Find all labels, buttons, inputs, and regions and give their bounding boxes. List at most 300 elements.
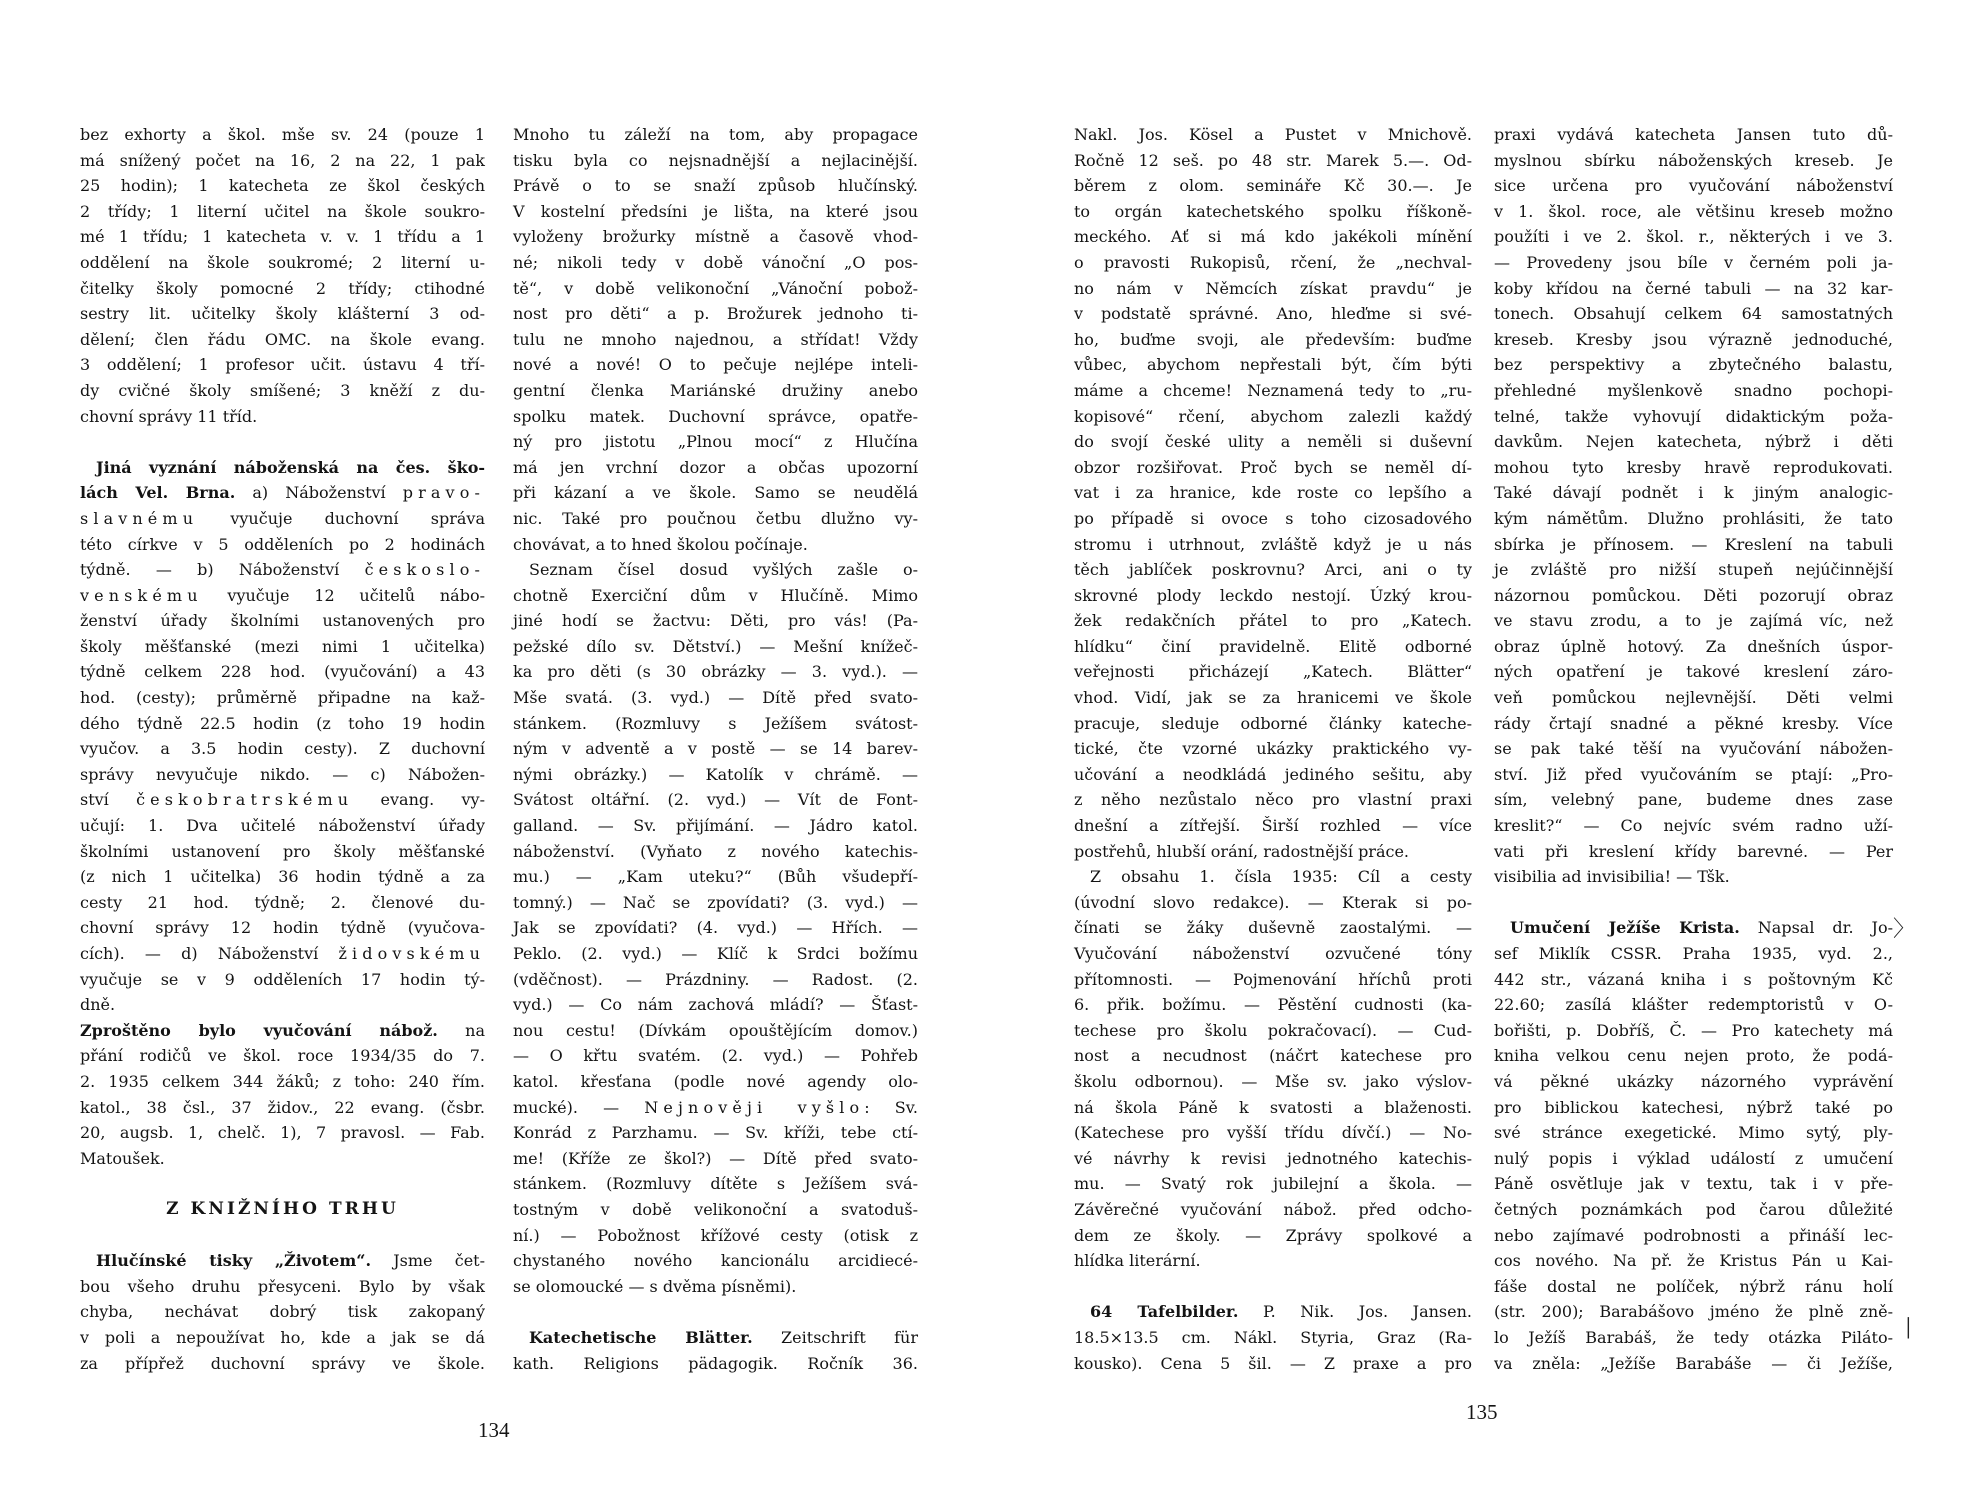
text-line — [80, 455, 485, 481]
text-run: Právě o to se snaží způsob hlučínský. — [513, 176, 918, 196]
text-line — [1074, 736, 1472, 762]
text-line — [1494, 1095, 1893, 1121]
text-run: školními ustanovení pro školy měšťanské — [80, 841, 485, 861]
text-line — [513, 1018, 918, 1044]
text-line — [513, 1171, 918, 1197]
text-line — [80, 762, 485, 788]
text-line — [513, 1120, 918, 1146]
text-line — [1494, 557, 1893, 583]
text-run: vyučov. a 3.5 hodin cesty). Z duchovní — [80, 739, 485, 759]
text-line — [1074, 250, 1472, 276]
text-run: Nakl. Jos. Kösel a Pustet v Mnichově. — [1074, 125, 1472, 144]
text-run: Zeitschrift für — [752, 1327, 918, 1347]
text-run: sef Miklík CSSR. Praha 1935, vyd. 2., — [1494, 944, 1893, 963]
text-line — [513, 1248, 918, 1274]
text-line — [1494, 992, 1893, 1018]
text-line — [1074, 148, 1472, 174]
text-run: davkům. Nejen katecheta, nýbrž i děti — [1494, 432, 1893, 452]
text-line — [1074, 429, 1472, 455]
text-run: Z obsahu 1. čísla 1935: Cíl a cesty — [1090, 867, 1472, 887]
text-run: má snížený počet na 16, 2 na 22, 1 pak — [80, 150, 485, 170]
text-run: P. Nik. Jos. Jansen. — [1238, 1302, 1472, 1322]
text-line — [1494, 1018, 1893, 1044]
paragraph-spacer — [80, 1171, 485, 1197]
text-line — [80, 1120, 485, 1146]
text-run: na — [437, 1020, 486, 1040]
text-line — [513, 1069, 918, 1095]
text-line — [513, 224, 918, 250]
text-run: kreseb. Kresby jsou výrazně jednoduché, — [1494, 329, 1893, 349]
text-run: z něho nezůstalo něco pro vlastní praxi — [1074, 790, 1472, 810]
text-run: dně. — [80, 995, 116, 1015]
text-line — [513, 1146, 918, 1172]
text-run: vyučuje se v 9 odděleních 17 hodin tý- — [80, 969, 485, 989]
text-line — [80, 583, 485, 609]
text-run: vati při kreslení křídy barevné. — Per — [1494, 841, 1893, 861]
text-run: se pak také těší na vyučování nábožen- — [1494, 739, 1893, 759]
text-run: hod. (cesty); průměrně připadne na kaž- — [80, 688, 485, 708]
paragraph-spacer — [513, 1299, 918, 1325]
text-line — [80, 915, 485, 941]
text-run: (úvodní slovo redakce). — Kterak si po- — [1074, 892, 1472, 912]
text-line — [513, 506, 918, 532]
text-run: 25 hodin); 1 katecheta ze škol českých — [80, 176, 485, 196]
text-run: týdně. — b) Náboženství — [80, 560, 365, 580]
text-line — [1074, 276, 1472, 302]
text-run: ná škola Páně k svatosti a blaženosti. — [1074, 1097, 1472, 1117]
text-line — [1494, 941, 1893, 967]
paragraph — [1074, 1299, 1472, 1376]
text-line — [1074, 455, 1472, 481]
text-run: správy nevyučuje nikdo. — c) Nábožen- — [80, 764, 485, 784]
text-line — [1494, 1299, 1893, 1325]
paragraph — [80, 455, 485, 1018]
text-line — [513, 173, 918, 199]
text-line — [1494, 1351, 1893, 1377]
text-run: nými obrázky.) — Katolík v chrámě. — — [513, 764, 918, 784]
text-line — [513, 890, 918, 916]
paragraph — [80, 122, 485, 429]
text-line — [513, 1197, 918, 1223]
text-line — [1074, 1197, 1472, 1223]
text-run: bou všeho druhu přesyceni. Bylo by však — [80, 1276, 485, 1296]
text-line — [1494, 378, 1893, 404]
text-line — [1074, 1043, 1472, 1069]
text-run: nulý popis i výklad událostí z umučení — [1494, 1148, 1893, 1168]
text-line — [1074, 608, 1472, 634]
text-line — [80, 736, 485, 762]
text-run: máme a chceme! Neznamená tedy to „ru- — [1074, 380, 1472, 400]
text-run: tě“, v době velikonoční „Vánoční pobož- — [513, 278, 918, 298]
text-run: Také dávají podnět i k jiným analogic- — [1494, 483, 1893, 503]
text-line — [1494, 1171, 1893, 1197]
text-run: tisku byla co nejsnadnější a nejlacinější. — [513, 150, 918, 170]
text-run: přehledné myšlenkově snadno pochopi- — [1494, 380, 1893, 400]
text-line — [513, 122, 918, 148]
text-run: (str. 200); Barabášovo jméno že plně zně- — [1494, 1302, 1893, 1322]
text-line — [513, 992, 918, 1018]
text-line — [80, 1351, 485, 1377]
text-run: meckého. Ať si má kdo jakékoli mínění — [1074, 227, 1472, 247]
spaced-text: pravo- — [402, 483, 485, 503]
text-line — [1074, 685, 1472, 711]
bold-text: Hlučínské tisky „Životem“. — [96, 1251, 372, 1271]
text-line — [1494, 327, 1893, 353]
text-run: no nám v Němcích získat pravdu“ je — [1074, 278, 1472, 298]
text-line — [1494, 762, 1893, 788]
text-line — [1494, 480, 1893, 506]
text-run: učují: 1. Dva učitelé náboženství úřady — [80, 816, 485, 836]
text-run: ve stavu zrodu, a to je zajímá víc, než — [1494, 611, 1893, 631]
text-line — [513, 276, 918, 302]
text-run: (vděčnost). — Prázdniny. — Radost. (2. — [513, 969, 918, 989]
text-run: vyd.) — Co nám zachová mládí? — Šťast- — [513, 995, 918, 1015]
margin-bracket-mark: 〉 — [1893, 917, 1916, 942]
text-line — [1494, 967, 1893, 993]
paragraph — [1074, 864, 1472, 1274]
text-line — [513, 583, 918, 609]
text-line — [513, 736, 918, 762]
text-line — [1494, 173, 1893, 199]
text-line — [513, 148, 918, 174]
text-run: hlídku“ činí pravidelně. Elitě odborné — [1074, 636, 1472, 656]
paragraph-spacer — [80, 429, 485, 455]
text-run: nic. Také pro poučnou četbu dlužno vy- — [513, 508, 918, 528]
text-run: hlídka literární. — [1074, 1251, 1201, 1271]
text-run: cesty 21 hod. týdně; 2. členové du- — [80, 892, 485, 912]
text-run: do svojí české ulity a neměli si duševní — [1074, 432, 1472, 452]
text-run: četných poznámkách pod čarou důležité — [1494, 1199, 1893, 1219]
page-135-column-left — [1074, 122, 1472, 1376]
text-line — [1074, 1248, 1472, 1274]
text-line — [80, 224, 485, 250]
text-run: bez exhorty a škol. mše sv. 24 (pouze 1 — [80, 125, 485, 144]
text-run: ným v adventě a v postě — se 14 barev- — [513, 739, 918, 759]
text-run: pežské dílo sv. Dětství.) — Mešní knížeč- — [513, 636, 918, 656]
page-number: 134 — [478, 1418, 510, 1442]
text-run: ný pro jistotu „Plnou mocí“ z Hlučína — [513, 432, 918, 452]
text-run: Vyučování náboženství ozvučené tóny — [1074, 944, 1472, 963]
text-line — [1074, 762, 1472, 788]
text-line — [1494, 148, 1893, 174]
text-run: ných opatření je takové kreslení záro- — [1494, 662, 1893, 682]
text-line — [1074, 1018, 1472, 1044]
text-run: spolku matek. Duchovní správce, opatře- — [513, 406, 918, 426]
text-run: va zněla: „Ježíše Barabáše — či Ježíše, — [1494, 1353, 1893, 1373]
text-line — [1494, 915, 1893, 941]
text-line — [513, 787, 918, 813]
text-line — [513, 762, 918, 788]
text-run: tomný.) — Nač se zpovídati? (3. vyd.) — — [513, 892, 918, 912]
text-line — [80, 659, 485, 685]
text-run: Svátost oltářní. (2. vyd.) — Vít de Font- — [513, 790, 918, 810]
text-line — [1074, 1095, 1472, 1121]
text-line — [1494, 1248, 1893, 1274]
text-line — [1074, 1325, 1472, 1351]
text-line — [1494, 659, 1893, 685]
text-run: vyloženy brožurky místně a časově vhod- — [513, 227, 918, 247]
paragraph-spacer — [1074, 1274, 1472, 1300]
text-line — [1494, 276, 1893, 302]
text-run: čitelky školy pomocné 2 třídy; ctihodné — [80, 278, 485, 298]
text-run: Jak se zpovídati? (4. vyd.) — Hřích. — — [513, 918, 918, 938]
text-line — [1494, 685, 1893, 711]
section-heading: Z KNIŽNÍHO TRHU — [166, 1198, 399, 1219]
text-run: pro biblickou katechesi, nýbrž také po — [1494, 1097, 1893, 1117]
text-run: se olomoucké — s dvěma písněmi). — [513, 1276, 797, 1296]
text-run: je zvláště pro nižší stupeň nejúčinnější — [1494, 560, 1893, 580]
text-run: chovní správy 12 hodin týdně (vyučova- — [80, 918, 485, 938]
text-run: V kostelní předsíni je lišta, na které jsou — [513, 201, 918, 221]
text-line — [1494, 250, 1893, 276]
text-line — [1494, 532, 1893, 558]
text-line — [1074, 199, 1472, 225]
text-line — [1074, 1120, 1472, 1146]
text-run: v poli a nepoužívat ho, kde a jak se dá — [80, 1327, 485, 1347]
text-line — [513, 1043, 918, 1069]
text-line — [80, 1299, 485, 1325]
text-run: ženství úřady školními ustanovených pro — [80, 611, 485, 631]
text-run: školu odbornou). — Mše sv. jako výslov- — [1074, 1071, 1472, 1091]
text-run: mu.) — „Kam uteku?“ (Bůh všudepří- — [513, 867, 918, 887]
text-line — [1494, 736, 1893, 762]
text-run: za přípřež duchovní správy ve škole. — [80, 1353, 485, 1373]
text-run: dem ze školy. — Zprávy spolkové a — [1074, 1225, 1472, 1245]
text-run: týdně celkem 228 hod. (vyučování) a 43 — [80, 662, 485, 682]
text-run: 2 třídy; 1 literní učitel na škole soukro- — [80, 201, 485, 221]
text-run: telné, takže vyhovují didaktickým poža- — [1494, 406, 1893, 426]
text-line — [80, 685, 485, 711]
text-run: kým námětům. Dlužno prohlásiti, že tato — [1494, 508, 1893, 528]
text-run: cích). — d) Náboženství — [80, 944, 339, 963]
spaced-text: Nejnověji vyšlo — [644, 1097, 865, 1117]
text-run: chovávat, a to hned školou počínaje. — [513, 534, 808, 554]
text-run: mucké). — — [513, 1097, 645, 1117]
text-line — [1074, 378, 1472, 404]
text-run: me! (Kříže ze škol?) — Dítě před svato- — [513, 1148, 918, 1168]
text-line — [1494, 1069, 1893, 1095]
text-line — [513, 813, 918, 839]
text-line — [80, 557, 485, 583]
text-run: koby křídou na černé tabuli — na 32 kar- — [1494, 278, 1893, 298]
text-line — [1074, 506, 1472, 532]
text-line — [80, 199, 485, 225]
text-line — [1074, 1171, 1472, 1197]
text-run: techese pro školu pokračovací). — Cud- — [1074, 1020, 1472, 1040]
text-line — [1074, 967, 1472, 993]
text-line — [513, 1325, 918, 1351]
text-line — [1494, 224, 1893, 250]
paragraph — [513, 1325, 918, 1376]
text-run: katol., 38 čsl., 37 židov., 22 evang. (čsbr. — [80, 1097, 485, 1117]
text-line — [80, 1274, 485, 1300]
text-run: mu. — Svatý rok jubilejní a škola. — — [1074, 1174, 1472, 1194]
text-line — [1074, 327, 1472, 353]
text-run: tonech. Obsahují celkem 64 samostatných — [1494, 304, 1893, 324]
text-line — [1494, 864, 1893, 890]
text-run: visibilia ad invisibilia! — Tšk. — [1494, 867, 1730, 887]
text-run: dnešní a zítřejší. Širší rozhled — více — [1074, 816, 1472, 836]
text-line — [1494, 1325, 1893, 1351]
text-line — [513, 352, 918, 378]
text-run: nebo zajímavé podrobnosti a přináší lec- — [1494, 1225, 1893, 1245]
text-run: školy měšťanské (mezi nimi 1 učitelka) — [80, 636, 485, 656]
text-run: přání rodičů ve škol. roce 1934/35 do 7. — [80, 1046, 485, 1066]
text-line — [1494, 583, 1893, 609]
page-135-column-right — [1494, 122, 1893, 1376]
text-run: náboženství. (Vyňato z nového katechis- — [513, 841, 918, 861]
text-run: tulu ne mnoho najednou, a střídat! Vždy — [513, 329, 918, 349]
text-run: čínati se žáky duševně zaostalými. — — [1074, 918, 1472, 938]
text-run: 3 oddělení; 1 profesor učit. ústavu 4 tří- — [80, 355, 485, 375]
text-run: chovní správy 11 tříd. — [80, 406, 258, 426]
text-line — [1494, 506, 1893, 532]
spaced-text: českoslo- — [364, 560, 485, 580]
text-line — [80, 1325, 485, 1351]
text-line — [1074, 1223, 1472, 1249]
text-line — [513, 480, 918, 506]
bold-text: lách Vel. Brna. — [80, 483, 236, 503]
text-run: ka pro děti (s 30 obrázky — 3. vyd.). — — [513, 662, 918, 682]
paragraph-spacer — [1494, 890, 1893, 916]
text-line — [513, 378, 918, 404]
bold-text: Jiná vyznání náboženská na čes. ško- — [96, 457, 485, 477]
text-line — [513, 199, 918, 225]
text-line — [513, 404, 918, 430]
text-line — [513, 711, 918, 737]
page-134-column-right — [513, 122, 918, 1376]
text-run: sbírka je přínosem. — Kreslení na tabuli — [1494, 534, 1893, 554]
text-run: Mnoho tu záleží na tom, aby propagace — [513, 125, 918, 144]
text-run: Závěrečné vyučování nábož. před odcho- — [1074, 1199, 1472, 1219]
text-run: kopisové“ rčení, abychom zalezli každý — [1074, 406, 1472, 426]
text-run: 18.5×13.5 cm. Nákl. Styria, Graz (Ra- — [1074, 1327, 1472, 1347]
text-line — [80, 378, 485, 404]
text-run: (Katechese pro vyšší třídu dívčí.) — No- — [1074, 1123, 1472, 1143]
text-line — [513, 839, 918, 865]
text-run: cos nového. Na př. že Kristus Pán u Kai- — [1494, 1251, 1893, 1271]
bold-text: Katechetische Blätter. — [529, 1327, 753, 1347]
text-line — [1074, 352, 1472, 378]
text-line — [1074, 583, 1472, 609]
text-run: po případě si ovoce s toho cizosadového — [1074, 508, 1472, 528]
text-line — [513, 685, 918, 711]
text-run: použíti i ve 2. škol. r., některých i ve 3. — [1494, 227, 1893, 247]
spaced-text: slavnému — [80, 508, 199, 528]
paragraph — [80, 1248, 485, 1376]
text-run: jiné hodí se žactvu: Děti, pro vás! (Pa- — [513, 611, 918, 631]
text-line — [513, 327, 918, 353]
text-line — [1494, 1043, 1893, 1069]
text-line — [513, 455, 918, 481]
text-line — [1074, 711, 1472, 737]
text-run: Jsme čet- — [371, 1251, 485, 1271]
text-line — [80, 839, 485, 865]
text-run: 442 str., vázaná kniha i s poštovným Kč — [1494, 969, 1893, 989]
text-line — [1074, 839, 1472, 865]
text-line — [1494, 1274, 1893, 1300]
paragraph — [1494, 122, 1893, 890]
text-run: ství — [80, 790, 137, 810]
text-line — [1494, 199, 1893, 225]
text-run: názornou pomůckou. Děti pozorují obraz — [1494, 585, 1893, 605]
text-run: skrovné plody leckdo nestojí. Úzký krou- — [1074, 585, 1472, 605]
text-run: pracuje, sleduje odborné články kateche- — [1074, 713, 1472, 733]
text-run: mohou tyto kresby hravě reprodukovati. — [1494, 457, 1893, 477]
text-line — [513, 1274, 918, 1300]
text-run: ství. Již před vyučováním se ptají: „Pro- — [1494, 764, 1893, 784]
text-line — [513, 941, 918, 967]
text-line — [1074, 915, 1472, 941]
text-line — [1074, 992, 1472, 1018]
text-line — [80, 608, 485, 634]
text-line — [1074, 634, 1472, 660]
text-run: dy cvičné školy smíšené; 3 kněží z du- — [80, 380, 485, 400]
text-line — [1494, 1120, 1893, 1146]
bold-text: Umučení Ježíše Krista. — [1510, 918, 1740, 938]
text-line — [1494, 455, 1893, 481]
text-line — [513, 1095, 918, 1121]
text-line — [1494, 634, 1893, 660]
text-line — [80, 352, 485, 378]
text-line — [1074, 1069, 1472, 1095]
text-line — [80, 1018, 485, 1044]
text-run: stánkem. (Rozmluvy s Ježíšem svátost- — [513, 713, 918, 733]
text-run: stánkem. (Rozmluvy dítěte s Ježíšem svá- — [513, 1174, 918, 1194]
text-run: Napsal dr. Jo- — [1739, 918, 1894, 938]
text-run: kousko). Cena 5 šil. — Z praxe a pro — [1074, 1353, 1472, 1373]
text-run: v podstatě správné. Ano, hleďme si své- — [1074, 304, 1472, 324]
text-line — [80, 992, 485, 1018]
text-line — [80, 173, 485, 199]
text-run: kniha velkou cenu nejen proto, že podá- — [1494, 1046, 1893, 1066]
text-line — [1074, 173, 1472, 199]
page-number: 135 — [1466, 1400, 1498, 1424]
text-line — [513, 1223, 918, 1249]
text-run: nost pro děti“ a p. Brožurek jednoho ti- — [513, 304, 918, 324]
text-run: obraz úplně hotový. Za dnešních úspor- — [1494, 636, 1893, 656]
text-line — [1494, 1197, 1893, 1223]
text-run: oddělení na škole soukromé; 2 literní u- — [80, 252, 485, 272]
text-run: vá pěkné ukázky názorného vyprávění — [1494, 1071, 1893, 1091]
text-run: běrem z olom. semináře Kč 30.—. Je — [1074, 176, 1472, 196]
text-run: vé návrhy k revisi jednotného katechis- — [1074, 1148, 1472, 1168]
text-run: katol. křesťana (podle nové agendy olo- — [513, 1071, 918, 1091]
text-line — [1074, 941, 1472, 967]
text-line — [1074, 301, 1472, 327]
text-line — [1494, 839, 1893, 865]
text-run: postřehů, hlubší orání, radostnější práce. — [1074, 841, 1410, 861]
text-run: v 1. škol. roce, ale většinu kreseb možno — [1494, 201, 1893, 221]
text-run: sím, velebný pane, budeme dnes zase — [1494, 790, 1893, 810]
text-run: to orgán katechetského spolku říškoně- — [1074, 201, 1472, 221]
text-run: učování a neodkládá jediného sešitu, aby — [1074, 764, 1472, 784]
paragraph — [1074, 122, 1472, 864]
paragraph — [513, 557, 918, 1299]
text-run: Páně osvětluje jak v textu, tak i v pře- — [1494, 1174, 1893, 1194]
text-run: chystaného nového kancionálu arcidiecé- — [513, 1251, 918, 1271]
text-line — [513, 659, 918, 685]
text-run: fáše dostal ne políček, nýbrž ránu holí — [1494, 1276, 1893, 1296]
margin-line-mark: │ — [1903, 1318, 1914, 1339]
text-line — [80, 1095, 485, 1121]
text-run: né; nikoli tedy v době vánoční „O pos- — [513, 252, 918, 272]
spaced-text: židovskému — [338, 944, 485, 963]
text-run: chotně Exerciční dům v Hlučíně. Mimo — [513, 585, 918, 605]
text-run: 6. přik. božímu. — Pěstění cudnosti (ka- — [1074, 995, 1472, 1015]
text-line — [80, 813, 485, 839]
text-line — [1494, 1146, 1893, 1172]
